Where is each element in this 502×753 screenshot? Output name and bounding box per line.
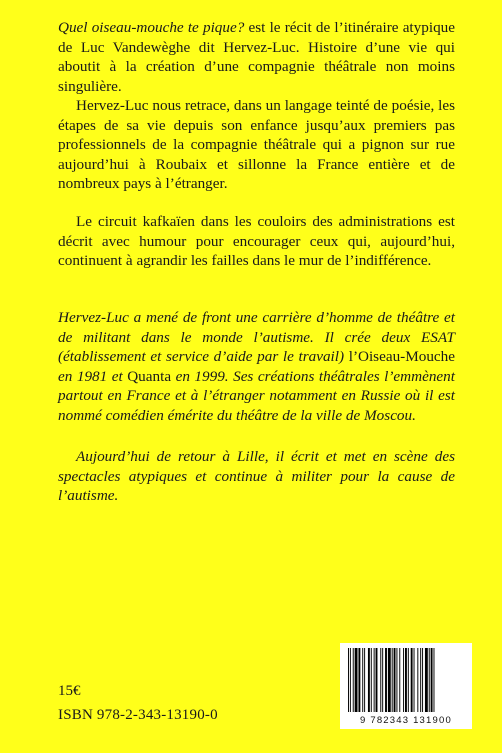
barcode-bar (371, 648, 372, 712)
blurb-paragraph-1 (58, 18, 455, 96)
barcode-bar (417, 648, 418, 712)
barcode-bar (385, 648, 387, 712)
author-bio-2-text: Aujourd’hui de retour à Lille, il écrit et met en scène des spectacles atypiques et continue à militer pour la cause de l’autisme. (58, 448, 455, 505)
barcode-bar (431, 648, 433, 712)
barcode-bar (382, 648, 383, 712)
barcode-bar (368, 648, 370, 712)
price-label: 15€ (58, 683, 81, 699)
isbn-label: ISBN 978-2-343-13190-0 (58, 707, 218, 723)
barcode-bar (364, 648, 365, 712)
barcode-bar (408, 648, 409, 712)
blurb-paragraph-3 (58, 212, 455, 271)
barcode-bar (434, 648, 435, 712)
blurb-paragraph-1-text: est le récit de l’itinéraire atypique de Luc Vandewèghe dit Hervez-Luc. Histoire d’une vie qui aboutit à la création d’une compagnie théâtrale non moins singulière. (58, 19, 455, 95)
barcode-bar (405, 648, 407, 712)
author-bio-text-c: en 1981 et (58, 367, 128, 385)
barcode-bar (411, 648, 413, 712)
barcode-bar (380, 648, 381, 712)
author-bio-paragraph-2 (58, 447, 455, 506)
barcode-bar (392, 648, 393, 712)
book-title: Quel oiseau-mouche te pique? (58, 19, 245, 36)
esat-name-1: l’Oiseau-Mouche (348, 348, 455, 366)
blurb-paragraph-3-text: Le circuit kafkaïen dans les couloirs des administrations est décrit avec humour pour encourager ceux qui, aujourd’hui, continuent à agrandir les failles dans le mur de l’indifférence. (58, 213, 455, 270)
barcode-bar (394, 648, 396, 712)
barcode-bar (348, 648, 349, 712)
blurb-paragraph-2 (58, 96, 455, 194)
esat-name-2: Quanta (127, 367, 172, 385)
barcode-bar (362, 648, 363, 712)
author-bio-text-a: Hervez-Luc a mené de front une carrière d’homme de théâtre et de militant dans le monde l’autisme. Il crée deux ESAT (établissement et service d’aide par le travail) (58, 309, 455, 366)
barcode-bar (399, 648, 400, 712)
barcode-bar (425, 648, 428, 712)
barcode-bar (358, 648, 360, 712)
author-bio-text-e: en 1999. Ses créations théâtrales l’emmènent partout en France et à l’étranger notamment en Russie où il est nommé comédien émérite du théâtre de la ville de Moscou. (58, 367, 455, 424)
barcode-bar (414, 648, 415, 712)
barcode-bar (353, 648, 354, 712)
author-bio-paragraph (58, 308, 455, 426)
barcode-bar (388, 648, 391, 712)
barcode-bar (374, 648, 375, 712)
barcode-bar (376, 648, 378, 712)
barcode-bar (403, 648, 404, 712)
barcode-number: 9 782343 131900 (360, 715, 452, 726)
barcode-bars (346, 648, 466, 714)
barcode-bar (429, 648, 430, 712)
barcode-bar (350, 648, 351, 712)
barcode-bar (355, 648, 358, 712)
blurb-paragraph-2-text: Hervez-Luc nous retrace, dans un langage teinté de poésie, les étapes de sa vie depuis son enfance jusqu’aux premiers pas professionnels de la compagnie théâtrale qui a pignon sur rue aujourd’hui à Roubaix et sillonne la France entière et de nombreux pays à l’étranger. (58, 97, 455, 193)
barcode-bar (420, 648, 421, 712)
barcode (340, 643, 472, 729)
barcode-bar (396, 648, 397, 712)
barcode-bar (422, 648, 423, 712)
